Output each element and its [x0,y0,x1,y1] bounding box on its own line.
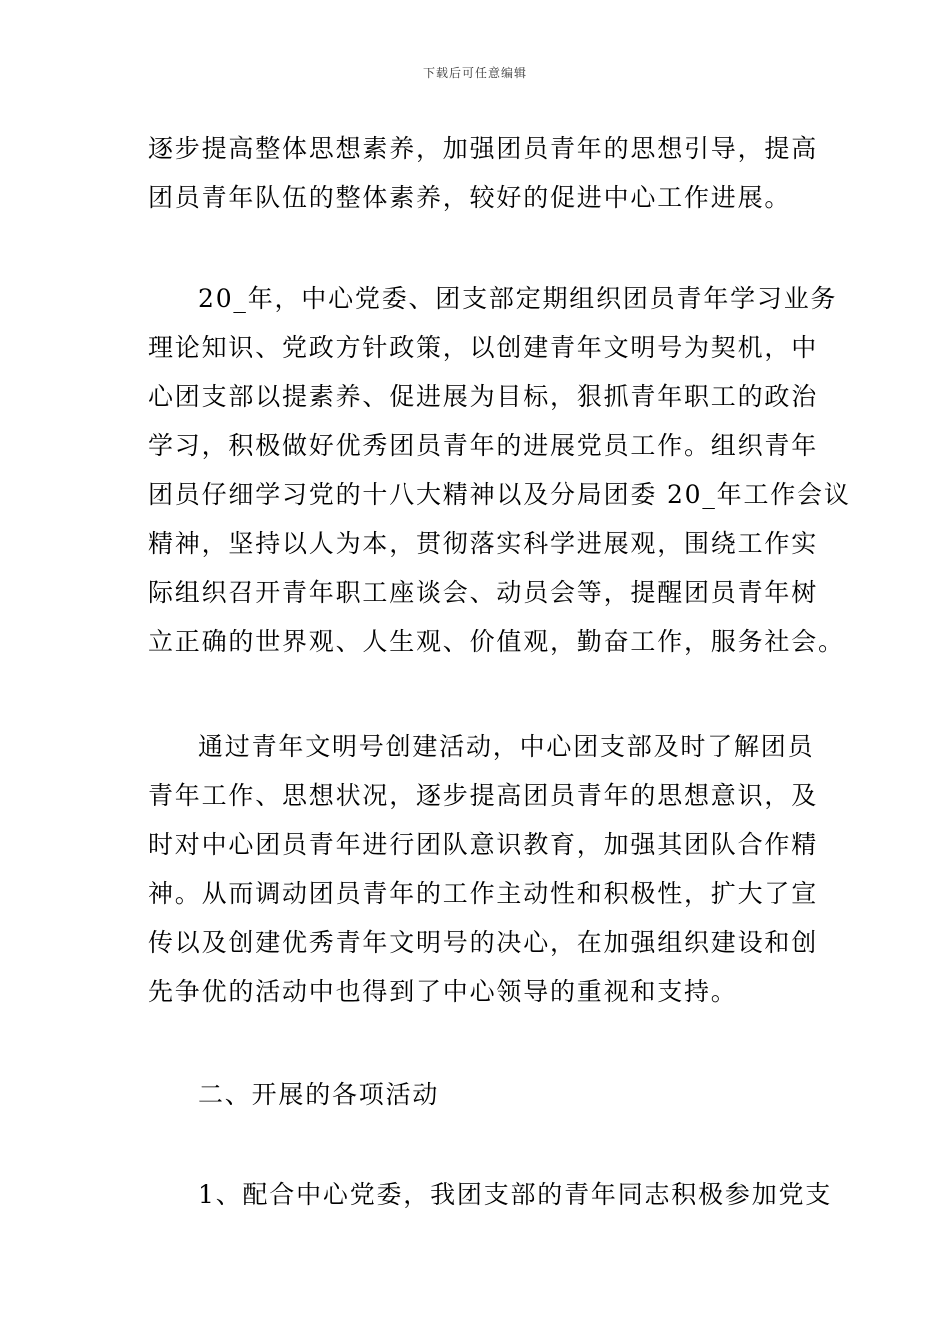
paragraph-line: 1、配合中心党委，我团支部的青年同志积极参加党支 [198,1180,833,1209]
section-heading-text: 二、开展的各项活动 [198,1080,440,1109]
page-header: 下载后可任意编辑 [422,66,527,80]
paragraph-line: 理论知识、党政方针政策，以创建青年文明号为契机，中 [148,333,819,362]
paragraph-line: 20_年，中心党委、团支部定期组织团员青年学习业务 [198,284,838,313]
paragraph-line: 先争优的活动中也得到了中心领导的重视和支持。 [148,977,738,1006]
section-heading [148,1070,808,1119]
paragraph-line: 传以及创建优秀青年文明号的决心，在加强组织建设和创 [148,928,819,957]
paragraph-line: 际组织召开青年职工座谈会、动员会等，提醒团员青年树 [148,578,819,607]
paragraph-line: 团员青年队伍的整体素养，较好的促进中心工作进展。 [148,183,792,212]
paragraph-line: 立正确的世界观、人生观、价值观，勤奋工作，服务社会。 [148,627,845,656]
paragraph-line: 心团支部以提素养、促进展为目标，狠抓青年职工的政治 [148,382,819,411]
paragraph-line: 精神，坚持以人为本，贯彻落实科学进展观，围绕工作实 [148,529,819,558]
paragraph-line: 团员仔细学习党的十八大精神以及分局团委 20_年工作会议 [148,480,851,509]
paragraph-3 [148,722,819,1016]
paragraph-2 [148,274,851,666]
paragraph-line: 通过青年文明号创建活动，中心团支部及时了解团员 [198,732,815,761]
paragraph-1 [148,124,819,222]
paragraph-line: 青年工作、思想状况，逐步提高团员青年的思想意识，及 [148,781,819,810]
paragraph-5 [148,1170,833,1219]
paragraph-line: 时对中心团员青年进行团队意识教育，加强其团队合作精 [148,830,819,859]
paragraph-line: 神。从而调动团员青年的工作主动性和积极性，扩大了宣 [148,879,819,908]
paragraph-line: 学习，积极做好优秀团员青年的进展党员工作。组织青年 [148,431,819,460]
paragraph-line: 逐步提高整体思想素养，加强团员青年的思想引导，提高 [148,134,819,163]
